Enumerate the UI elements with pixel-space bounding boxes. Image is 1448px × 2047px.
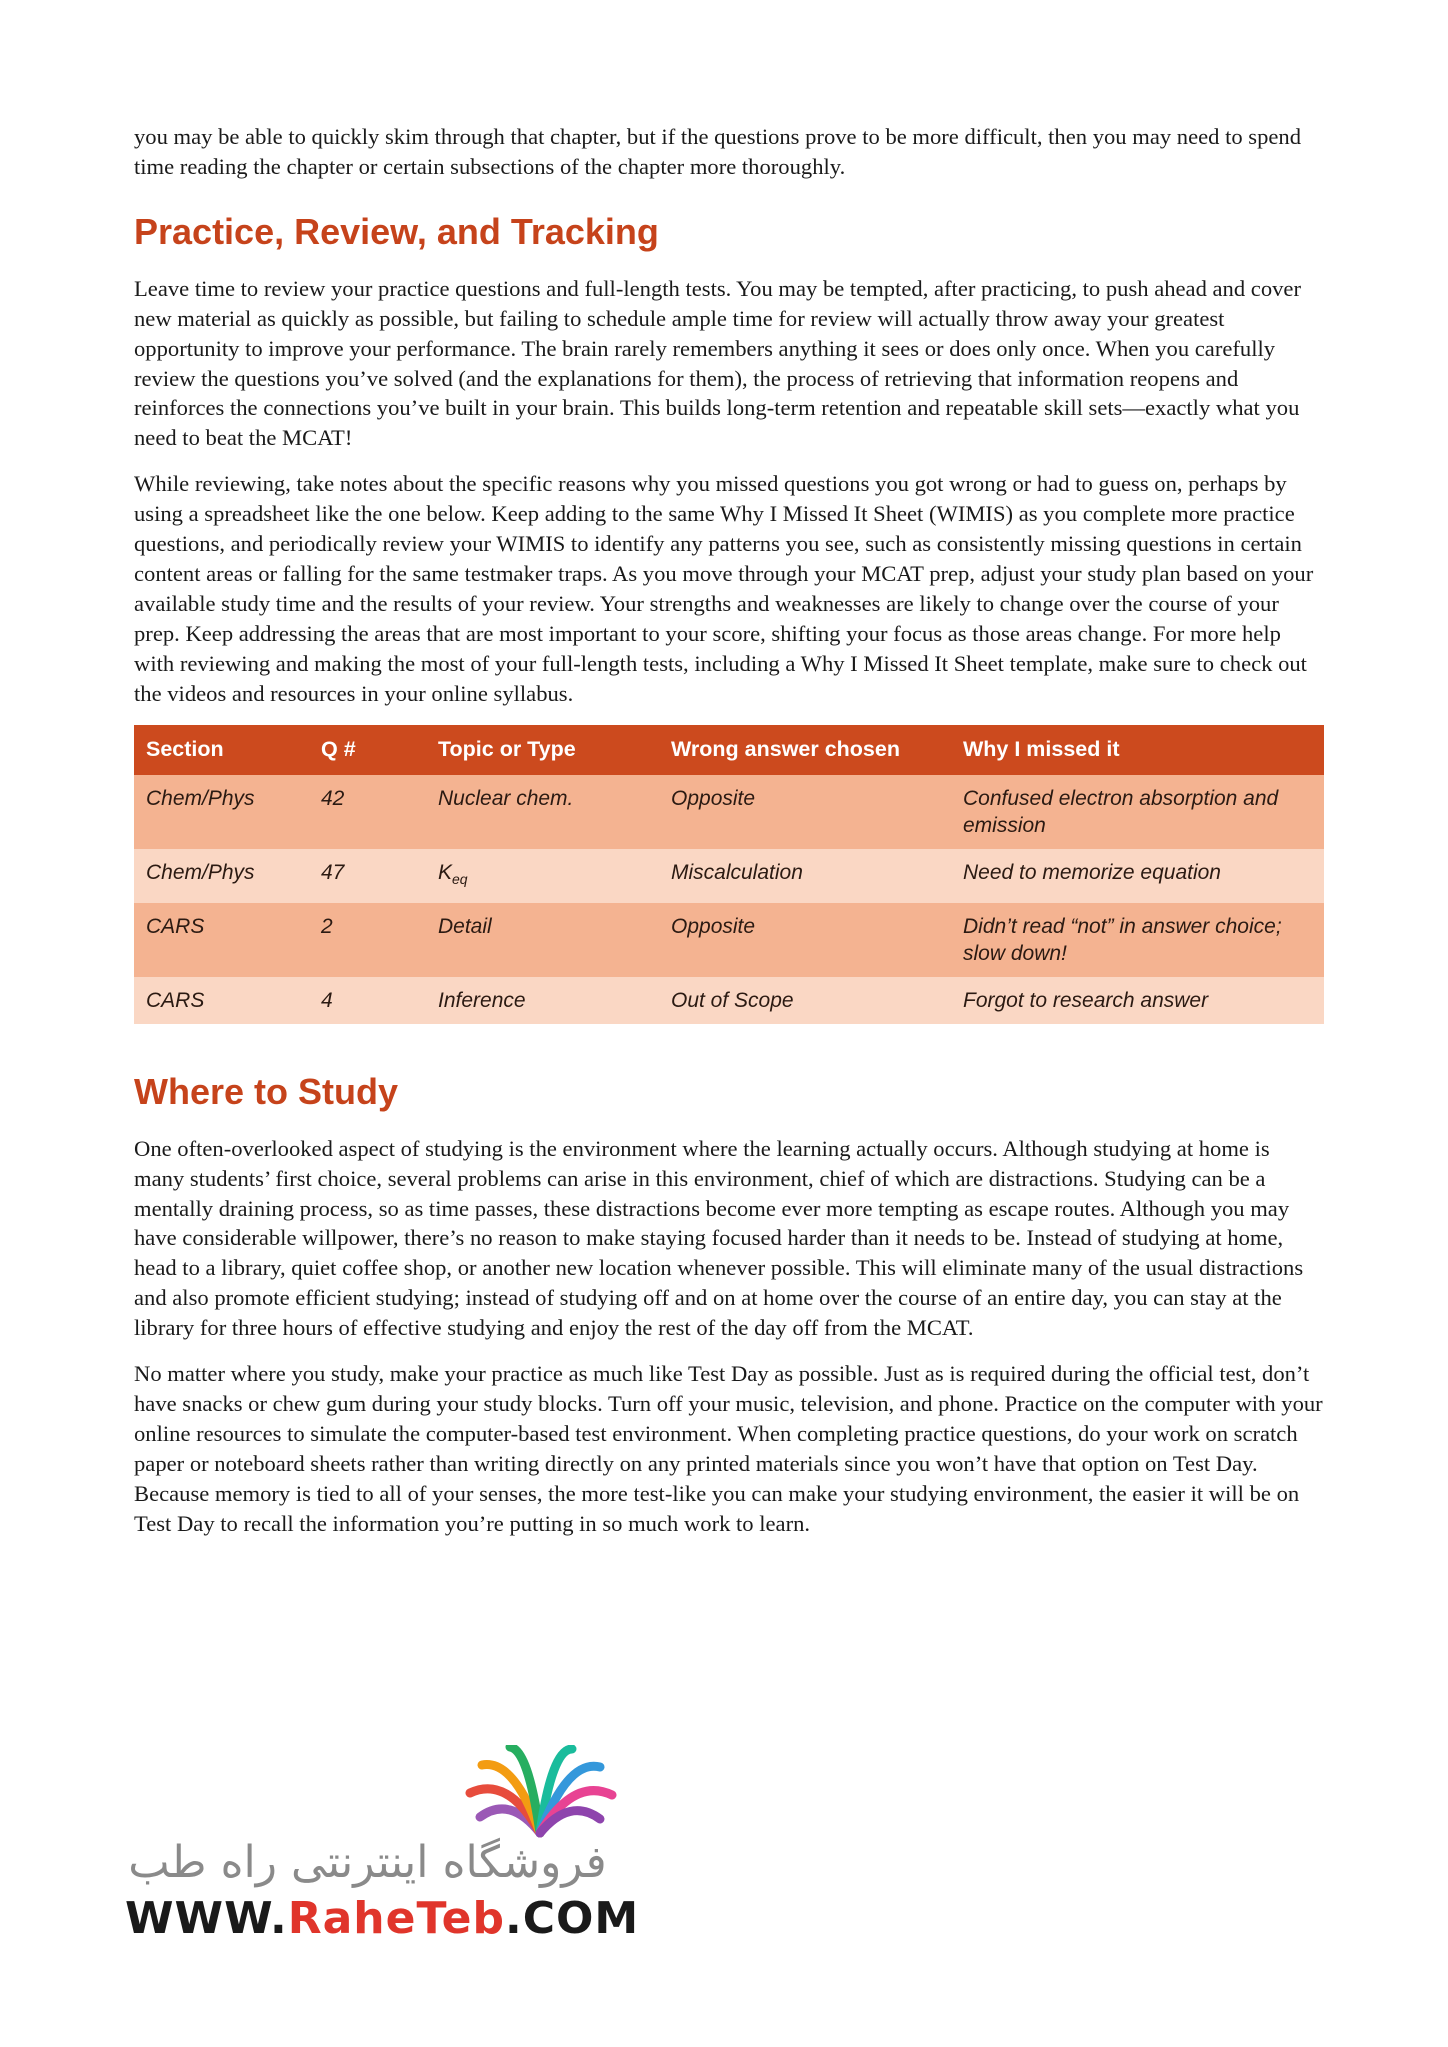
wimis-table <box>134 725 1324 1024</box>
cell-topic-main: K <box>438 860 453 884</box>
where-paragraph-1: One often-overlooked aspect of studying is the environment where the learning actually occurs. Although studying at home is many students’ first choice, several problems can arise in this environment, chief of which are distractions. Studying can be a mentally draining process, so as time passes, these distractions become ever more tempting as escape routes. Although you may have considerable willpower, there’s no reason to make staying focused harder than it needs to be. Instead of studying at home, head to a library, quiet coffee shop, or another new location whenever possible. This will eliminate many of the usual distractions and also promote efficient studying; instead of studying off and on at home over the course of an entire day, you can stay at the library for three hours of effective studying and enjoy the rest of the day off from the MCAT. <box>134 1135 1304 1341</box>
cell-why-missed: Didn’t read “not” in answer choice; slow down! <box>951 903 1324 977</box>
where-paragraph-2: No matter where you study, make your practice as much like Test Day as possible. Just as is required during the official test, don’t have snacks or chew gum during your study blocks. Turn off your music, television, and phone. Practice on the computer with your online resources to simulate the computer-based test environment. When completing practice questions, do your work on scratch paper or noteboard sheets rather than writing directly on any printed materials since you won’t have that option on Test Day. Because memory is tied to all of your senses, the more test-like you can make your studying environment, the easier it will be on Test Day to recall the information you’re putting in so much work to learn. <box>134 1361 1323 1536</box>
watermark-url <box>125 1893 640 1944</box>
cell-wrong-answer: Miscalculation <box>659 849 951 903</box>
watermark-url-highlight: RaheTeb <box>287 1893 505 1944</box>
table-row <box>134 775 1324 849</box>
watermark-url-prefix: WWW. <box>125 1893 288 1944</box>
column-header-section: Section <box>134 725 309 775</box>
page-content <box>134 122 1324 1554</box>
cell-section: Chem/Phys <box>134 849 309 903</box>
watermark-url-suffix: .COM <box>504 1893 640 1944</box>
intro-paragraph: you may be able to quickly skim through that chapter, but if the questions prove to be more difficult, then you may need to spend time reading the chapter or certain subsections of the chapter more thoroughly. <box>134 124 1302 179</box>
raheteb-watermark-logo <box>125 1745 640 1945</box>
cell-wrong-answer: Opposite <box>659 903 951 977</box>
watermark-persian-text: فروشگاه اینترنتی راه طب <box>128 1837 607 1888</box>
cell-question-number: 4 <box>309 977 426 1024</box>
section-heading-where: Where to Study <box>134 1070 399 1112</box>
column-header-why-missed: Why I missed it <box>951 725 1324 775</box>
section-heading-practice: Practice, Review, and Tracking <box>134 210 659 252</box>
table-header-row <box>134 725 1324 775</box>
practice-paragraph-2: While reviewing, take notes about the specific reasons why you missed questions you got wrong or had to guess on, perhaps by using a spreadsheet like the one below. Keep adding to the same Why I Missed It Sheet (WIMIS) as you complete more practice questions, and periodically review your WIMIS to identify any patterns you see, such as consistently missing questions in certain content areas or falling for the same testmaker traps. As you move through your MCAT prep, adjust your study plan based on your available study time and the results of your review. Your strengths and weaknesses are likely to change over the course of your prep. Keep addressing the areas that are most important to your score, shifting your focus as those areas change. For more help with reviewing and making the most of your full-length tests, including a Why I Missed It Sheet template, make sure to check out the videos and resources in your online syllabus. <box>134 471 1314 706</box>
table-row <box>134 977 1324 1024</box>
column-header-topic: Topic or Type <box>426 725 659 775</box>
practice-paragraph-1: Leave time to review your practice questions and full-length tests. You may be tempted, after practicing, to push ahead and cover new material as quickly as possible, but failing to schedule ample time for review will actually throw away your greatest opportunity to improve your performance. The brain rarely remembers anything it sees or does only once. When you carefully review the questions you’ve solved (and the explanations for them), the process of retrieving that information reopens and reinforces the connections you’ve built in your brain. This builds long-term retention and repeatable skill sets—exactly what you need to beat the MCAT! <box>134 275 1301 451</box>
cell-question-number: 47 <box>309 849 426 903</box>
cell-topic: Detail <box>426 903 659 977</box>
cell-question-number: 2 <box>309 903 426 977</box>
cell-why-missed: Confused electron absorption and emission <box>951 775 1324 849</box>
cell-why-missed: Need to memorize equation <box>951 849 1324 903</box>
cell-section: CARS <box>134 903 309 977</box>
cell-topic: Nuclear chem. <box>426 775 659 849</box>
cell-question-number: 42 <box>309 775 426 849</box>
cell-topic <box>426 849 659 903</box>
column-header-wrong-answer: Wrong answer chosen <box>659 725 951 775</box>
cell-section: Chem/Phys <box>134 775 309 849</box>
cell-wrong-answer: Out of Scope <box>659 977 951 1024</box>
table-row <box>134 903 1324 977</box>
cell-section: CARS <box>134 977 309 1024</box>
column-header-question-number: Q # <box>309 725 426 775</box>
cell-topic-subscript: eq <box>452 870 468 887</box>
table-row <box>134 849 1324 903</box>
open-book-icon <box>440 1745 640 1840</box>
cell-topic: Inference <box>426 977 659 1024</box>
cell-wrong-answer: Opposite <box>659 775 951 849</box>
cell-why-missed: Forgot to research answer <box>951 977 1324 1024</box>
